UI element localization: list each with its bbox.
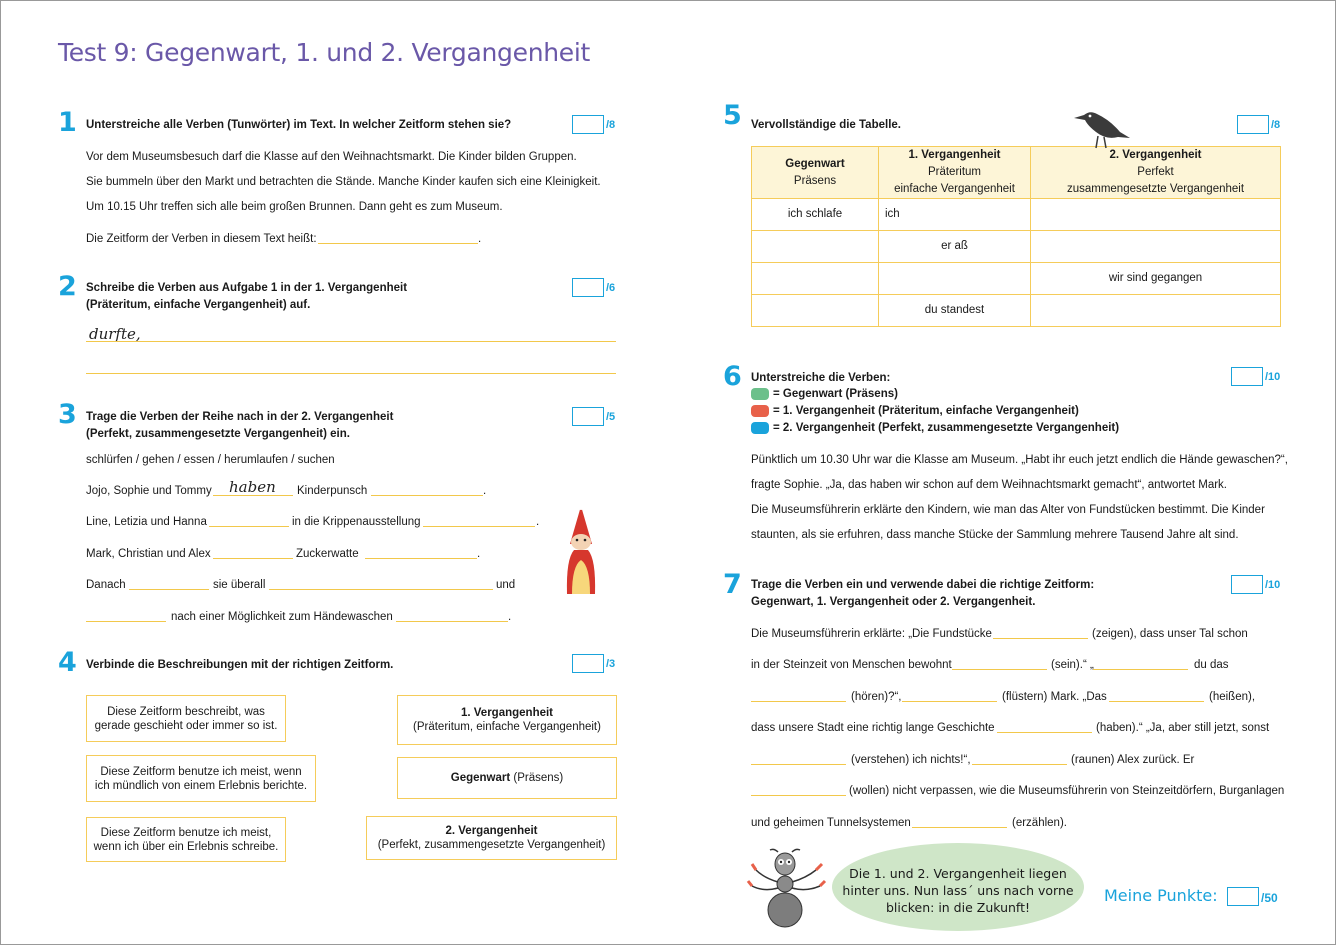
task-7-text-part: (hören)?“,	[851, 691, 902, 703]
task-3-answer-line[interactable]	[269, 589, 493, 590]
task-5-points: /8	[1271, 119, 1281, 131]
table-row	[752, 263, 1281, 295]
task-3-sentence-part: und	[496, 579, 516, 591]
task-6-points: /10	[1265, 371, 1281, 383]
task-7-instruction-line: Trage die Verben ein und verwende dabei die richtige Zeitform:	[751, 579, 1095, 591]
task-7-text-part: (verstehen) ich nichts!“,	[851, 754, 971, 766]
table-row	[752, 295, 1281, 327]
task-3-answer-line[interactable]	[86, 621, 166, 622]
task-7-answer-line[interactable]	[972, 764, 1067, 765]
task-7-answer-line[interactable]	[751, 701, 846, 702]
task-3-instruction-line: (Perfekt, zusammengesetzte Vergangenheit) ein.	[86, 428, 350, 440]
bubble-text-line: blicken: in die Zukunft!	[885, 900, 1031, 915]
task-3-instruction	[86, 409, 393, 443]
table-row	[752, 231, 1281, 263]
task-3-answer-line[interactable]	[365, 558, 477, 559]
task-2-instruction-line: Schreibe die Verben aus Aufgabe 1 in der 1. Vergangenheit	[86, 282, 408, 294]
task-1-score-box[interactable]	[572, 115, 604, 134]
task-3-points: /5	[606, 411, 616, 423]
task-2-handwritten-answer: durfte,	[89, 325, 141, 343]
task-2-points: /6	[606, 282, 616, 294]
task-7-text-part: (haben).“ „Ja, aber still jetzt, sonst	[1096, 722, 1270, 734]
task-7-text-part: (zeigen), dass unser Tal schon	[1092, 628, 1248, 640]
task-3-period: .	[483, 485, 487, 497]
table-cell[interactable]: du standest	[879, 295, 1031, 327]
card-title: 1. Vergangenheit	[460, 707, 554, 719]
task-7-answer-line[interactable]	[1109, 701, 1204, 702]
task-7-number: 7	[723, 569, 742, 600]
task-3-sentence-part: nach einer Möglichkeit zum Händewaschen	[171, 611, 393, 623]
task-3-answer-line[interactable]	[209, 526, 289, 527]
task-4-tense-card[interactable]	[397, 757, 617, 799]
task-6-text-line: Pünktlich um 10.30 Uhr war die Klasse am Museum. „Habt ihr euch jetzt endlich die Hände gewaschen?“,	[751, 454, 1288, 466]
task-7-text-part: du das	[1194, 659, 1229, 671]
card-subtitle: (Präsens)	[510, 772, 564, 784]
table-row	[752, 199, 1281, 231]
task-3-sentence-part: Kinderpunsch	[297, 485, 368, 497]
crow-icon	[1070, 106, 1132, 150]
total-score-box[interactable]	[1227, 887, 1259, 906]
table-cell[interactable]: wir sind gegangen	[1031, 263, 1281, 295]
task-1-points: /8	[606, 119, 616, 131]
card-text-line: Diese Zeitform benutze ich meist, wenn	[100, 765, 302, 778]
task-6-number: 6	[723, 361, 742, 392]
table-header-cell: 2. Vergangenheit Perfekt zusammengesetzte Vergangenheit	[1031, 147, 1281, 199]
task-6-text-line: staunten, als sie erfuhren, dass manche Stücke der Sammlung mehrere Tausend Jahre alt sind.	[751, 529, 1239, 541]
green-marker-icon	[751, 388, 769, 400]
task-2-number: 2	[58, 271, 77, 302]
santa-figure-icon	[562, 504, 600, 596]
task-1-text-line: Sie bummeln über den Markt und betrachten die Stände. Manche Kinder kaufen sich eine Kleinigkeit.	[86, 176, 601, 188]
task-7-answer-line[interactable]	[993, 638, 1088, 639]
task-2-instruction	[86, 280, 407, 314]
ant-mascot-icon	[744, 848, 830, 930]
task-4-instruction: Verbinde die Beschreibungen mit der richtigen Zeitform.	[86, 659, 394, 671]
card-text-line: gerade geschieht oder immer so ist.	[94, 719, 278, 732]
card-text-line: ich mündlich von einem Erlebnis berichte.	[94, 779, 308, 792]
task-4-points: /3	[606, 658, 616, 670]
task-3-instruction-line: Trage die Verben der Reihe nach in der 2. Vergangenheit	[86, 411, 394, 423]
task-7-answer-line[interactable]	[997, 732, 1092, 733]
blue-marker-icon	[751, 422, 769, 434]
card-text-line: wenn ich über ein Erlebnis schreibe.	[93, 840, 279, 853]
red-marker-icon	[751, 405, 769, 417]
task-3-sentence-part: sie überall	[213, 579, 266, 591]
task-3-number: 3	[58, 399, 77, 430]
task-4-tense-card[interactable]	[366, 816, 617, 860]
table-cell[interactable]: er aß	[879, 231, 1031, 263]
card-title: 2. Vergangenheit	[445, 825, 538, 837]
task-3-period: .	[508, 611, 512, 623]
task-1-period: .	[478, 233, 482, 245]
task-3-answer-line[interactable]	[129, 589, 209, 590]
score-label: Meine Punkte:	[1104, 886, 1218, 905]
task-3-answer-line[interactable]	[371, 495, 483, 496]
card-text-line: Diese Zeitform benutze ich meist,	[100, 826, 272, 839]
task-6-legend-item: = 1. Vergangenheit (Präteritum, einfache Vergangenheit)	[751, 403, 1079, 420]
task-7-answer-line[interactable]	[912, 827, 1007, 828]
speech-bubble	[832, 843, 1084, 931]
task-3-sentence-part: Jojo, Sophie und Tommy	[86, 485, 212, 497]
task-4-description-card[interactable]	[86, 695, 286, 742]
task-3-sentence-part: Mark, Christian und Alex	[86, 548, 211, 560]
task-5-score-box[interactable]	[1237, 115, 1269, 134]
table-cell[interactable]	[1031, 295, 1281, 327]
task-1-answer-line[interactable]	[318, 243, 478, 244]
card-text-line: Diese Zeitform beschreibt, was	[107, 705, 265, 718]
task-7-text-part: dass unsere Stadt eine richtig lange Geschichte	[751, 722, 995, 734]
table-cell[interactable]	[1031, 231, 1281, 263]
task-5-instruction: Vervollständige die Tabelle.	[751, 119, 901, 131]
task-2-answer-line[interactable]	[86, 341, 616, 342]
task-4-number: 4	[58, 647, 77, 678]
task-4-description-card[interactable]	[86, 817, 286, 862]
table-header-cell: Gegenwart Präsens	[752, 147, 879, 199]
task-3-sentence-part: in die Krippenausstellung	[292, 516, 421, 528]
task-7-answer-line[interactable]	[751, 795, 846, 796]
task-5-table	[751, 146, 1281, 327]
task-4-tense-card[interactable]	[397, 695, 617, 745]
task-6-score-box[interactable]	[1231, 367, 1263, 386]
task-7-text-part: (erzählen).	[1012, 817, 1067, 829]
table-cell[interactable]	[879, 263, 1031, 295]
task-3-sentence-part: Danach	[86, 579, 126, 591]
bubble-text-line: Die 1. und 2. Vergangenheit liegen	[849, 866, 1067, 881]
task-6-instruction: Unterstreiche die Verben:	[751, 372, 891, 384]
task-1-text-line: Um 10.15 Uhr treffen sich alle beim großen Brunnen. Dann geht es zum Museum.	[86, 201, 503, 213]
task-7-text-part: Die Museumsführerin erklärte: „Die Fundstücke	[751, 628, 992, 640]
task-7-answer-line[interactable]	[751, 764, 846, 765]
task-1-instruction: Unterstreiche alle Verben (Tunwörter) im Text. In welcher Zeitform stehen sie?	[86, 119, 512, 131]
total-points: /50	[1261, 891, 1278, 905]
task-7-answer-line[interactable]	[1093, 669, 1188, 670]
task-6-text-line: fragte Sophie. „Ja, das haben wir schon auf dem Weihnachtsmarkt gemacht“, antwortet Mark.	[751, 479, 1227, 491]
card-subtitle: (Perfekt, zusammengesetzte Vergangenheit)	[377, 839, 606, 851]
task-6-legend-item: = Gegenwart (Präsens)	[751, 386, 898, 403]
task-7-text-part: in der Steinzeit von Menschen bewohnt	[751, 659, 952, 671]
table-cell[interactable]	[752, 295, 879, 327]
task-2-instruction-line: (Präteritum, einfache Vergangenheit) auf.	[86, 299, 311, 311]
task-7-text-part: (flüstern) Mark. „Das	[1002, 691, 1107, 703]
task-1-number: 1	[58, 107, 77, 138]
task-3-handwritten-answer: haben	[229, 478, 276, 496]
task-7-text-part: (raunen) Alex zurück. Er	[1071, 754, 1195, 766]
bubble-text-line: hinter uns. Nun lass´ uns nach vorne	[842, 883, 1074, 898]
task-7-text-part: und geheimen Tunnelsystemen	[751, 817, 911, 829]
task-2-score-box[interactable]	[572, 278, 604, 297]
card-title: Gegenwart	[450, 772, 511, 784]
task-3-sentence-part: Line, Letizia und Hanna	[86, 516, 207, 528]
task-3-period: .	[536, 516, 540, 528]
table-cell[interactable]	[1031, 199, 1281, 231]
task-3-answer-line[interactable]	[423, 526, 535, 527]
task-4-description-card[interactable]	[86, 755, 316, 802]
task-7-text-part: (sein).“ „	[1051, 659, 1094, 671]
table-cell[interactable]	[752, 263, 879, 295]
task-5-number: 5	[723, 100, 742, 131]
page-title: Test 9: Gegenwart, 1. und 2. Vergangenheit	[58, 38, 591, 67]
task-1-answer-prompt: Die Zeitform der Verben in diesem Text heißt:	[86, 233, 317, 245]
task-3-answer-line[interactable]	[213, 558, 293, 559]
task-7-score-box[interactable]	[1231, 575, 1263, 594]
task-6-legend-item: = 2. Vergangenheit (Perfekt, zusammengesetzte Vergangenheit)	[751, 420, 1119, 437]
task-7-instruction-line: Gegenwart, 1. Vergangenheit oder 2. Vergangenheit.	[751, 596, 1036, 608]
table-cell[interactable]: ich schlafe	[752, 199, 879, 231]
card-subtitle: (Präteritum, einfache Vergangenheit)	[413, 721, 601, 733]
task-7-answer-line[interactable]	[952, 669, 1047, 670]
task-3-period: .	[477, 548, 481, 560]
task-4-score-box[interactable]	[572, 654, 604, 673]
task-3-sentence-part: Zuckerwatte	[296, 548, 359, 560]
task-7-text-part: (wollen) nicht verpassen, wie die Museumsführerin von Steinzeitdörfern, Burganlagen	[849, 785, 1285, 797]
table-cell[interactable]	[752, 231, 879, 263]
task-7-points: /10	[1265, 579, 1281, 591]
task-3-answer-line[interactable]	[396, 621, 508, 622]
task-7-instruction	[751, 577, 1094, 611]
task-1-text-line: Vor dem Museumsbesuch darf die Klasse auf den Weihnachtsmarkt. Die Kinder bilden Gruppen.	[86, 151, 577, 163]
table-cell[interactable]: ich	[879, 199, 1031, 231]
task-2-answer-line[interactable]	[86, 373, 616, 374]
task-6-text-line: Die Museumsführerin erklärte den Kindern, wie man das Alter von Fundstücken bestimmt. Die Kinder	[751, 504, 1265, 516]
table-header-cell: 1. Vergangenheit Präteritum einfache Vergangenheit	[879, 147, 1031, 199]
task-7-text-part: (heißen),	[1209, 691, 1256, 703]
task-7-answer-line[interactable]	[902, 701, 997, 702]
task-3-answer-line[interactable]	[213, 495, 293, 496]
task-3-verb-list: schlürfen / gehen / essen / herumlaufen / suchen	[86, 454, 335, 466]
task-3-score-box[interactable]	[572, 407, 604, 426]
